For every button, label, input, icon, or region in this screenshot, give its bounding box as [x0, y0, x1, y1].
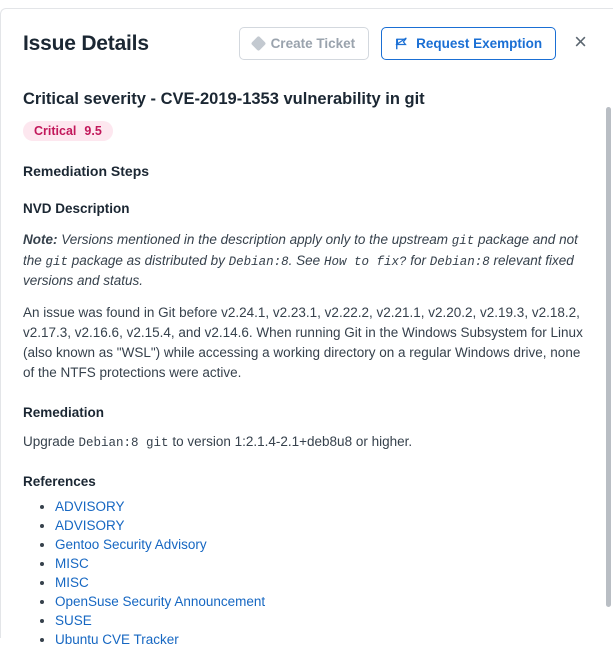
issue-title: Critical severity - CVE-2019-1353 vulnerability in git — [23, 90, 425, 108]
reference-link[interactable]: ADVISORY — [55, 499, 125, 515]
note-code4: How to fix? — [323, 254, 407, 269]
note-label: Note: — [23, 232, 58, 247]
remediation-code: Debian:8 git — [78, 435, 169, 450]
note-part6: relevant fixed versions and status. — [23, 252, 574, 288]
list-item — [55, 632, 591, 647]
panel-content — [1, 90, 613, 647]
request-exemption-label: Request Exemption — [416, 36, 543, 51]
list-item — [55, 556, 591, 571]
remediation-text — [23, 432, 591, 453]
severity-score: 9.5 — [84, 124, 102, 138]
note-part3: package as distributed by — [68, 252, 229, 268]
list-item — [55, 537, 591, 552]
note-code3: Debian:8 — [228, 254, 289, 269]
list-item — [55, 499, 591, 514]
create-ticket-label: Create Ticket — [270, 36, 356, 51]
list-item — [55, 613, 591, 628]
status-badge — [23, 121, 113, 141]
reference-link[interactable]: OpenSuse Security Announcement — [55, 594, 266, 610]
reference-link[interactable]: SUSE — [55, 613, 92, 629]
references-list — [23, 499, 591, 647]
panel-header — [1, 9, 613, 74]
remediation-prefix: Upgrade — [23, 433, 79, 449]
reference-link[interactable]: ADVISORY — [55, 518, 125, 534]
reference-link[interactable]: MISC — [55, 556, 89, 572]
note-part5: for — [406, 252, 430, 268]
remediation-steps-heading: Remediation Steps — [23, 163, 150, 179]
create-ticket-button[interactable] — [239, 27, 370, 60]
nvd-description-text: An issue was found in Git before v2.24.1, v2.23.1, v2.22.2, v2.21.1, v2.20.2, v2.19.3, v2.18.2, v2.17.3, v2.16.6, v2.15.4, and v2.14.6. When running Git in the Windows Subsystem for Linux (also known as "WSL") while accessing a working directory on a regular Windows drive, none of the NTFS protections were active. — [23, 304, 583, 380]
issue-details-panel — [0, 8, 613, 647]
page-title: Issue Details — [23, 31, 149, 55]
list-item — [55, 518, 591, 533]
note-code5: Debian:8 — [429, 254, 490, 269]
vertical-scrollbar[interactable] — [606, 107, 611, 607]
nvd-description-heading: NVD Description — [23, 201, 130, 216]
note-part4: . See — [288, 252, 324, 268]
note-part2: package and not the — [23, 232, 578, 268]
diamond-icon — [250, 36, 266, 52]
list-item — [55, 575, 591, 590]
note-code2: git — [45, 254, 69, 269]
note-paragraph — [23, 230, 591, 291]
top-strip — [0, 0, 613, 8]
remediation-suffix: to version 1:2.1.4-2.1+deb8u8 or higher. — [168, 433, 413, 449]
note-code1: git — [451, 234, 475, 248]
note-part1: Versions mentioned in the description apply only to the upstream — [57, 232, 452, 247]
severity-label: Critical — [34, 124, 77, 138]
reference-link[interactable]: Gentoo Security Advisory — [55, 537, 207, 553]
request-exemption-button[interactable] — [381, 27, 556, 60]
remediation-heading: Remediation — [23, 404, 105, 420]
flag-icon — [395, 37, 409, 51]
list-item — [55, 594, 591, 609]
reference-link[interactable]: MISC — [55, 575, 89, 591]
references-heading: References — [23, 474, 96, 490]
close-icon[interactable]: × — [574, 28, 587, 54]
reference-link[interactable]: Ubuntu CVE Tracker — [55, 632, 179, 647]
